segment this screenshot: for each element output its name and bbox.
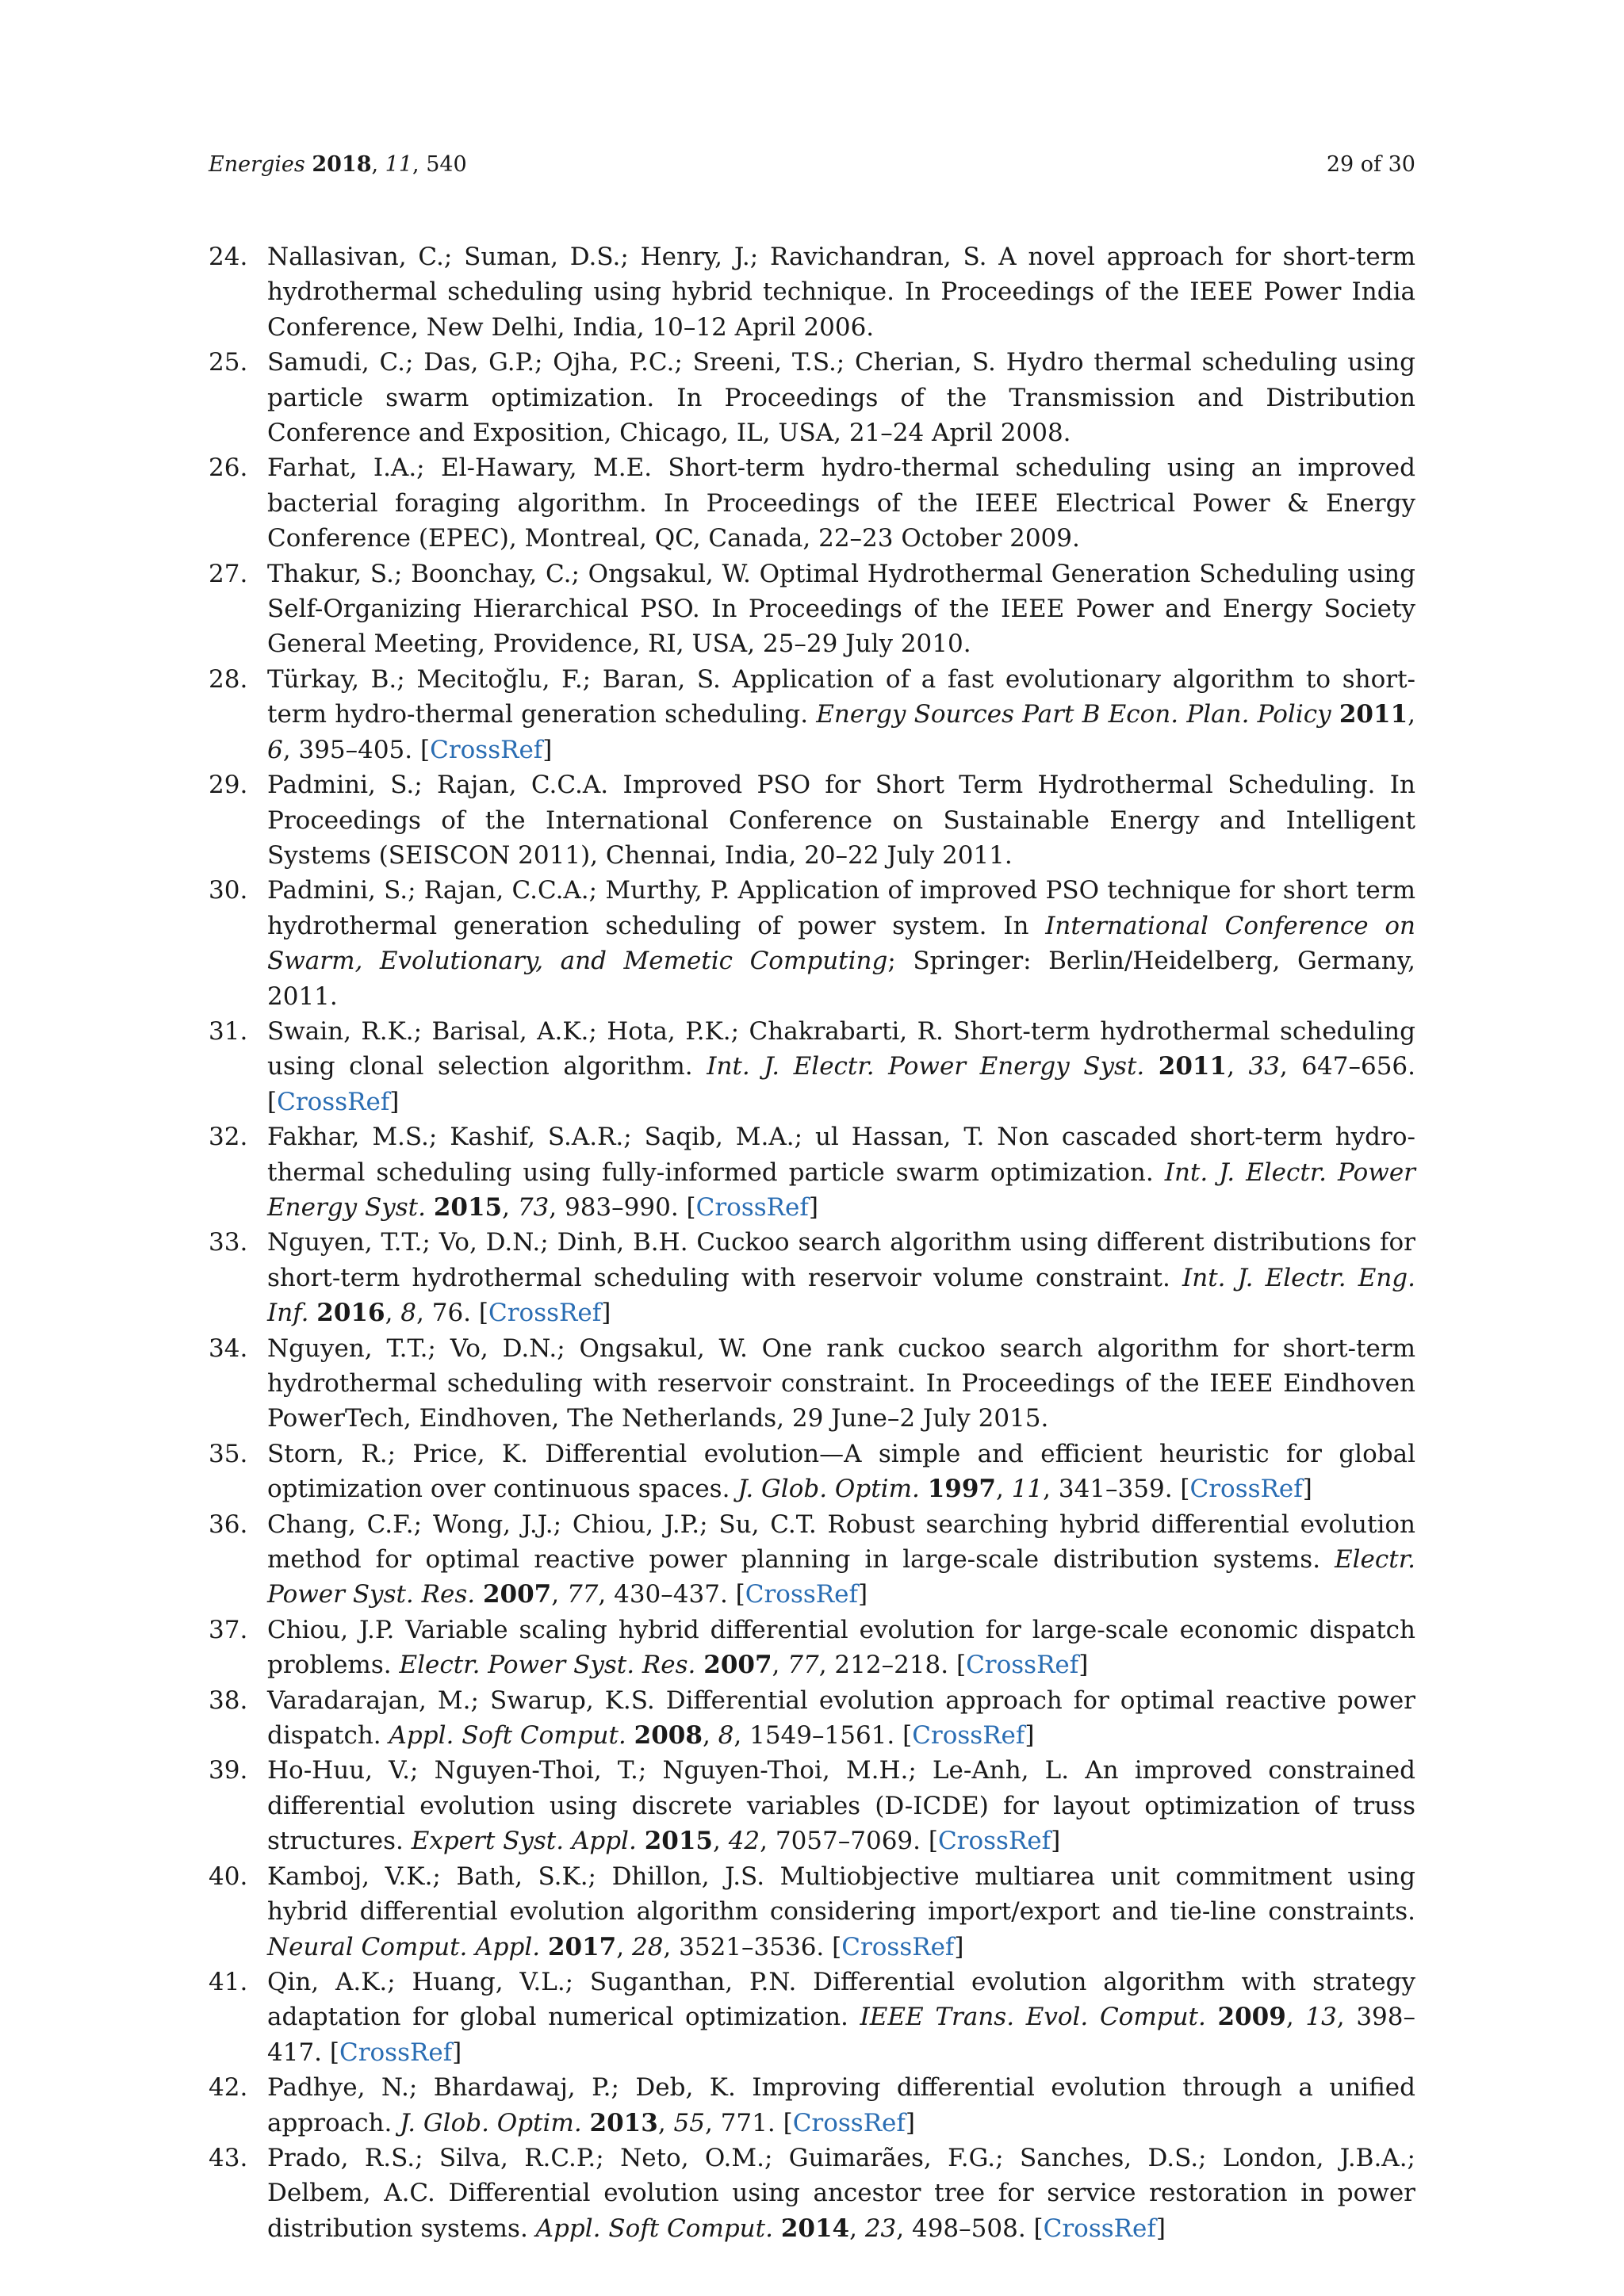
reference-text [267, 1331, 1415, 1437]
reference-text-segment [1144, 1052, 1159, 1081]
reference-number: 32. [209, 1123, 248, 1152]
reference-text-segment: , [502, 1192, 518, 1222]
reference-text-segment: ] [1025, 1721, 1035, 1751]
reference-italic-text: 11 [1011, 1475, 1044, 1504]
reference-number: 24. [209, 243, 248, 271]
crossref-link[interactable]: CrossRef [1043, 2214, 1156, 2243]
reference-text-segment: , 341–359. [ [1043, 1475, 1190, 1504]
reference-text-segment: ] [954, 1932, 964, 1961]
reference-text-segment: Nallasivan, C.; Suman, D.S.; Henry, J.; Ravichandran, S. A novel approach for short-term hydrothermal scheduling using hybrid technique. In Proceedings of the IEEE Power India Conference, New Delhi, India, 10–12 April 2006. [267, 243, 1415, 342]
reference-text-segment: , [995, 1475, 1012, 1504]
reference-italic-text: Energy Sources Part B Econ. Plan. Policy [816, 700, 1331, 729]
reference-italic-text: Electr. Power Syst. Res. [399, 1651, 696, 1680]
reference-text-segment [637, 1827, 645, 1855]
reference-text-segment: , 430–437. [ [598, 1580, 745, 1609]
reference-item [209, 2141, 1415, 2246]
reference-number: 39. [209, 1756, 248, 1785]
reference-text-segment: Padmini, S.; Rajan, C.C.A. Improved PSO for Short Term Hydrothermal Scheduling. In Proceedings of the International Conference on Sustainable Energy and Intelligent Systems (SEISCON 2011), Chennai, India, 20–22 July 2011. [267, 771, 1415, 870]
reference-italic-text: Neural Comput. Appl. [267, 1932, 541, 1961]
reference-italic-text: 73 [517, 1192, 550, 1222]
reference-italic-text: Electr. Power Syst. Res. [267, 1545, 1415, 1609]
reference-list [209, 239, 1415, 2246]
reference-italic-text: Appl. Soft Comput. [389, 1721, 626, 1751]
reference-text-segment: ] [1302, 1475, 1312, 1504]
reference-italic-text: 55 [673, 2108, 705, 2137]
reference-italic-text: Int. J. Electr. Eng. Inf. [267, 1263, 1415, 1328]
reference-item [209, 767, 1415, 873]
reference-number: 36. [209, 1510, 248, 1539]
reference-text [267, 345, 1415, 450]
reference-item [209, 345, 1415, 450]
reference-italic-text: Int. J. Electr. Power Energy Syst. [267, 1158, 1415, 1222]
reference-italic-text: 28 [631, 1932, 664, 1961]
reference-number: 35. [209, 1439, 248, 1468]
reference-text-segment [540, 1933, 548, 1961]
reference-number: 40. [209, 1862, 248, 1891]
reference-italic-text: 13 [1305, 2003, 1337, 2032]
reference-text-segment [426, 1193, 434, 1222]
reference-year: 1997 [927, 1475, 996, 1504]
reference-text-segment: Padmini, S.; Rajan, C.C.A.; Murthy, P. Application of improved PSO technique for short term hydrothermal generation scheduling of power system. In [267, 876, 1415, 940]
reference-year: 2011 [1158, 1052, 1228, 1081]
journal-name: Energies [209, 152, 305, 177]
reference-text-segment: Thakur, S.; Boonchay, C.; Ongsakul, W. Optimal Hydrothermal Generation Scheduling using Self-Organizing Hierarchical PSO. In Proceedings of the IEEE Power and Energy Society General Meeting, Providence, RI, USA, 25–29 July 2010. [267, 559, 1415, 659]
reference-text-segment: ] [905, 2108, 915, 2137]
journal-citation: Energies 2018, 11, 540 [209, 152, 467, 177]
reference-text-segment: Swain, R.K.; Barisal, A.K.; Hota, P.K.; Chakrabarti, R. Short-term hydrothermal scheduling using clonal selection algorithm. [267, 1016, 1415, 1081]
reference-number: 30. [209, 876, 248, 905]
reference-number: 31. [209, 1016, 248, 1046]
reference-text-segment: ] [808, 1192, 818, 1222]
crossref-link[interactable]: CrossRef [792, 2108, 906, 2137]
reference-italic-text: J. Glob. Optim. [400, 2108, 582, 2137]
reference-year: 2013 [589, 2108, 658, 2137]
reference-italic-text: 77 [566, 1580, 599, 1609]
reference-text-segment [626, 1721, 634, 1750]
reference-text [267, 1437, 1415, 1507]
reference-text-segment [1331, 700, 1339, 729]
reference-italic-text: International Conference on Swarm, Evolutionary, and Memetic Computing [267, 911, 1415, 976]
reference-item [209, 557, 1415, 662]
reference-item [209, 873, 1415, 1014]
reference-item [209, 1225, 1415, 1330]
reference-text-segment: ] [452, 2038, 462, 2067]
reference-item [209, 1965, 1415, 2070]
reference-text-segment: Ho-Huu, V.; Nguyen-Thoi, T.; Nguyen-Thoi, M.H.; Le-Anh, L. An improved constrained differential evolution using discrete variables (D-ICDE) for layout optimization of truss structures. [267, 1756, 1415, 1856]
reference-number: 38. [209, 1686, 248, 1715]
reference-text [267, 239, 1415, 345]
reference-text-segment [308, 1299, 316, 1327]
crossref-link[interactable]: CrossRef [745, 1580, 858, 1609]
reference-year: 2017 [547, 1932, 617, 1961]
reference-text-segment: , [1408, 700, 1415, 729]
reference-text-segment: , [1227, 1052, 1249, 1081]
reference-text-segment [582, 2109, 590, 2137]
reference-text-segment: , 3521–3536. [ [663, 1932, 842, 1961]
reference-number: 42. [209, 2073, 248, 2103]
crossref-link[interactable]: CrossRef [1189, 1475, 1303, 1504]
reference-year: 2016 [316, 1299, 385, 1328]
reference-text-segment: Qin, A.K.; Huang, V.L.; Suganthan, P.N. Differential evolution algorithm with strategy adaptation for global numerical optimization. [267, 1967, 1415, 2032]
reference-text-segment: , [385, 1299, 401, 1328]
reference-text [267, 1859, 1415, 1965]
reference-italic-text: 77 [787, 1651, 819, 1680]
reference-year: 2015 [433, 1192, 503, 1222]
crossref-link[interactable]: CrossRef [277, 1087, 390, 1116]
reference-text-segment: , 771. [ [705, 2108, 793, 2137]
crossref-link[interactable]: CrossRef [695, 1192, 809, 1222]
reference-text-segment: , [616, 1932, 632, 1961]
reference-text-segment: , 398–417. [ [267, 2003, 1415, 2067]
crossref-link[interactable]: CrossRef [966, 1651, 1079, 1680]
reference-text-segment: , [1285, 2003, 1306, 2032]
reference-year: 2015 [644, 1827, 713, 1856]
reference-text-segment: ; Springer: Berlin/Heidelberg, Germany, 2011. [267, 947, 1415, 1011]
reference-number: 43. [209, 2143, 248, 2172]
reference-number: 34. [209, 1334, 248, 1363]
reference-item [209, 1331, 1415, 1437]
crossref-link[interactable]: CrossRef [430, 735, 543, 764]
reference-year: 2007 [482, 1580, 552, 1609]
reference-text-segment: Chang, C.F.; Wong, J.J.; Chiou, J.P.; Su, C.T. Robust searching hybrid differential evolution method for optimal reactive power planning in large-scale distribution systems. [267, 1510, 1415, 1575]
reference-text-segment: , 983–990. [ [549, 1192, 696, 1222]
reference-text-segment: ] [1051, 1827, 1061, 1856]
reference-text-segment: Farhat, I.A.; El-Hawary, M.E. Short-term hydro-thermal scheduling using an improved bacterial foraging algorithm. In Proceedings of the IEEE Electrical Power & Energy Conference (EPEC), Montreal, QC, Canada, 22–23 October 2009. [267, 453, 1415, 553]
reference-year: 2007 [703, 1651, 772, 1680]
reference-item [209, 1507, 1415, 1613]
reference-item [209, 662, 1415, 767]
reference-text [267, 450, 1415, 556]
reference-number: 37. [209, 1615, 248, 1644]
article-number: 540 [426, 152, 467, 177]
reference-text-segment: , [551, 1580, 567, 1609]
reference-italic-text: 42 [728, 1827, 760, 1856]
reference-italic-text: Int. J. Electr. Power Energy Syst. [707, 1052, 1145, 1081]
reference-text-segment: , [657, 2108, 674, 2137]
reference-text-segment: , 498–508. [ [896, 2214, 1044, 2243]
reference-text-segment: Samudi, C.; Das, G.P.; Ojha, P.C.; Sreeni, T.S.; Cherian, S. Hydro thermal scheduling using particle swarm optimization. In Proceedings of the Transmission and Distribution Conference and Exposition, Chicago, IL, USA, 21–24 April 2008. [267, 348, 1415, 448]
journal-volume: 11 [385, 152, 413, 177]
reference-item [209, 1613, 1415, 1683]
reference-text [267, 2070, 1415, 2141]
reference-text-segment: Storn, R.; Price, K. Differential evolution—A simple and efficient heuristic for global optimization over continuous spaces. [267, 1439, 1415, 1504]
reference-text-segment: , [772, 1651, 788, 1680]
reference-text [267, 1753, 1415, 1858]
reference-item [209, 1683, 1415, 1754]
journal-year: 2018 [312, 152, 372, 177]
crossref-link[interactable]: CrossRef [488, 1299, 602, 1328]
reference-text [267, 767, 1415, 873]
reference-italic-text: 6 [267, 735, 283, 764]
reference-text [267, 1014, 1415, 1119]
reference-text [267, 1683, 1415, 1754]
reference-number: 27. [209, 559, 248, 588]
reference-text-segment: ] [542, 735, 553, 764]
reference-italic-text: IEEE Trans. Evol. Comput. [860, 2003, 1206, 2032]
reference-italic-text: 8 [718, 1721, 734, 1751]
reference-item [209, 450, 1415, 556]
reference-text-segment: Prado, R.S.; Silva, R.C.P.; Neto, O.M.; Guimarães, F.G.; Sanches, D.S.; London, J.B.A.; Delbem, A.C. Differential evolution using ancestor tree for service restoration in power distribution systems. [267, 2143, 1415, 2243]
reference-number: 25. [209, 348, 248, 377]
reference-text-segment: ] [1078, 1651, 1089, 1680]
reference-text-segment [920, 1475, 928, 1503]
reference-number: 29. [209, 771, 248, 800]
reference-item [209, 1437, 1415, 1507]
reference-year: 2008 [634, 1721, 703, 1751]
reference-text-segment: Nguyen, T.T.; Vo, D.N.; Dinh, B.H. Cuckoo search algorithm using different distributions for short-term hydrothermal scheduling with reservoir volume constraint. [267, 1228, 1415, 1292]
reference-text [267, 1507, 1415, 1613]
reference-italic-text: Expert Syst. Appl. [411, 1827, 637, 1856]
running-header [209, 149, 1415, 181]
reference-text-segment: ] [1155, 2214, 1166, 2243]
reference-text-segment: Türkay, B.; Mecitoğlu, F.; Baran, S. Application of a fast evolutionary algorithm to short-term hydro-thermal generation scheduling. [267, 664, 1415, 729]
reference-text-segment: , [849, 2214, 865, 2243]
reference-text [267, 1119, 1415, 1225]
reference-text-segment: , 1549–1561. [ [733, 1721, 913, 1751]
reference-text [267, 2141, 1415, 2246]
reference-year: 2009 [1217, 2003, 1286, 2032]
reference-year: 2011 [1339, 700, 1408, 729]
reference-item [209, 1119, 1415, 1225]
reference-text-segment: Chiou, J.P. Variable scaling hybrid differential evolution for large-scale economic dispatch problems. [267, 1615, 1415, 1680]
reference-text-segment: Padhye, N.; Bhardawaj, P.; Deb, K. Improving differential evolution through a unified approach. [267, 2073, 1415, 2137]
reference-text [267, 557, 1415, 662]
reference-text-segment: ] [857, 1580, 868, 1609]
crossref-link[interactable]: CrossRef [937, 1827, 1051, 1856]
reference-italic-text: Appl. Soft Comput. [535, 2214, 773, 2243]
reference-text-segment [475, 1580, 483, 1609]
reference-text-segment: , [712, 1827, 729, 1856]
reference-text-segment: ] [389, 1087, 400, 1116]
reference-number: 28. [209, 664, 248, 694]
reference-text-segment: Kamboj, V.K.; Bath, S.K.; Dhillon, J.S. Multiobjective multiarea unit commitment using hybrid differential evolution algorithm considering import/export and tie-line constraints. [267, 1862, 1415, 1927]
reference-text-segment: Fakhar, M.S.; Kashif, S.A.R.; Saqib, M.A.; ul Hassan, T. Non cascaded short-term hydro-thermal scheduling using fully-informed particle swarm optimization. [267, 1123, 1415, 1187]
reference-text-segment: , 76. [ [416, 1299, 488, 1328]
reference-text-segment: , 212–218. [ [818, 1651, 967, 1680]
reference-year: 2014 [780, 2214, 850, 2243]
reference-number: 41. [209, 1967, 248, 1996]
reference-text-segment: ] [601, 1299, 611, 1328]
crossref-link[interactable]: CrossRef [912, 1721, 1025, 1751]
reference-italic-text: 8 [400, 1299, 417, 1328]
reference-text-segment [773, 2214, 781, 2243]
reference-text-segment: Varadarajan, M.; Swarup, K.S. Differential evolution approach for optimal reactive power dispatch. [267, 1686, 1415, 1751]
crossref-link[interactable]: CrossRef [841, 1932, 955, 1961]
reference-item [209, 1014, 1415, 1119]
reference-text [267, 1225, 1415, 1330]
reference-text [267, 1613, 1415, 1683]
reference-text-segment [1206, 2003, 1218, 2031]
reference-number: 33. [209, 1228, 248, 1257]
reference-item [209, 239, 1415, 345]
reference-item [209, 1859, 1415, 1965]
reference-text [267, 1965, 1415, 2070]
reference-text-segment [695, 1651, 703, 1679]
crossref-link[interactable]: CrossRef [339, 2038, 453, 2067]
reference-text-segment: , 395–405. [ [282, 735, 431, 764]
reference-item [209, 1753, 1415, 1858]
reference-text-segment: , 647–656. [ [267, 1052, 1415, 1116]
reference-text [267, 873, 1415, 1014]
page-number: 29 of 30 [1326, 152, 1415, 177]
reference-text-segment: Nguyen, T.T.; Vo, D.N.; Ongsakul, W. One rank cuckoo search algorithm for short-term hydrothermal scheduling with reservoir constraint. In Proceedings of the IEEE Eindhoven PowerTech, Eindhoven, The Netherlands, 29 June–2 July 2015. [267, 1334, 1415, 1433]
reference-italic-text: 33 [1248, 1052, 1280, 1081]
reference-text [267, 662, 1415, 767]
reference-number: 26. [209, 453, 248, 483]
reference-item [209, 2070, 1415, 2141]
reference-text-segment: , [702, 1721, 718, 1751]
reference-italic-text: J. Glob. Optim. [737, 1475, 920, 1504]
reference-italic-text: 23 [864, 2214, 897, 2243]
reference-text-segment: , 7057–7069. [ [760, 1827, 938, 1856]
